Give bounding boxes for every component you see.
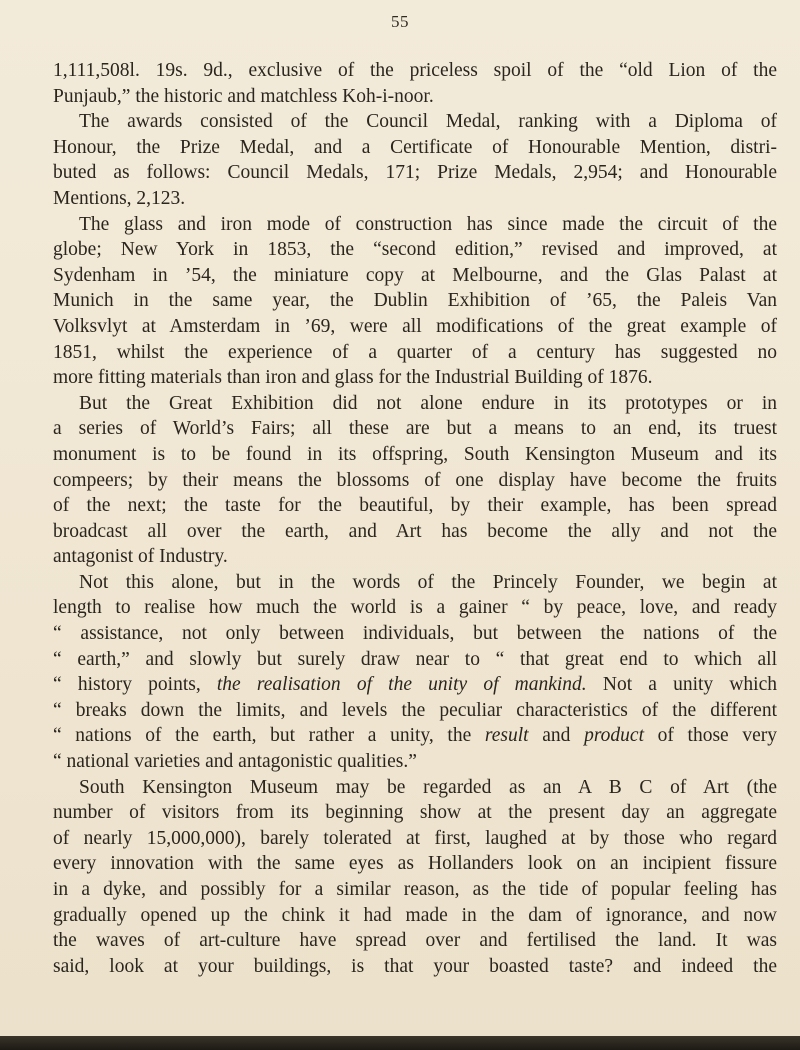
text-line: gradually opened up the chink it had made in the dam of ignorance, and now [53, 904, 777, 926]
text-line: the waves of art-culture have spread over and fertilised the land. It was [53, 930, 777, 952]
text-line: of the next; the taste for the beautiful, by their example, has been spread [53, 495, 777, 517]
text-line: buted as follows: Council Medals, 171; Prize Medals, 2,954; and Honourable [53, 162, 777, 184]
text-line: The awards consisted of the Council Medal, ranking with a Diploma of [79, 111, 777, 133]
page-bottom-edge [0, 1036, 800, 1050]
text-line: Not this alone, but in the words of the Princely Founder, we begin at [79, 571, 777, 593]
text-line: “ earth,” and slowly but surely draw near to “ that great end to which all [53, 648, 777, 670]
text-line: “ assistance, not only between individuals, but between the nations of the [53, 623, 777, 645]
text-line: compeers; by their means the blossoms of one display have become the fruits [53, 469, 777, 491]
text-line: 1851, whilst the experience of a quarter of a century has suggested no [53, 341, 777, 363]
text-line: of nearly 15,000,000), barely tolerated at first, laughed at by those who regard [53, 827, 777, 849]
text-line: Honour, the Prize Medal, and a Certificate of Honourable Mention, distri- [53, 136, 777, 158]
text-line: “ nations of the earth, but rather a unity, the result and product of those very [53, 725, 778, 747]
text-line: every innovation with the same eyes as Hollanders look on an incipient fissure [53, 853, 777, 875]
text-line: Volksvlyt at Amsterdam in ’69, were all modifications of the great example of [53, 315, 777, 337]
text-line: Punjaub,” the historic and matchless Koh-i-noor. [53, 85, 434, 107]
text-line: broadcast all over the earth, and Art has become the ally and not the [53, 520, 777, 542]
text-line: a series of World’s Fairs; all these are but a means to an end, its truest [53, 418, 777, 440]
text-line: antagonist of Industry. [53, 546, 228, 568]
text-line: South Kensington Museum may be regarded as an A B C of Art (the [79, 776, 777, 798]
page-number: 55 [391, 12, 409, 31]
text-line: globe; New York in 1853, the “second edition,” revised and improved, at [53, 239, 777, 261]
text-line: Sydenham in ’54, the miniature copy at Melbourne, and the Glas Palast at [53, 264, 777, 286]
text-line: number of visitors from its beginning show at the present day an aggregate [53, 802, 777, 824]
text-line: Mentions, 2,123. [53, 187, 186, 209]
text-line: The glass and iron mode of construction has since made the circuit of the [79, 213, 777, 235]
text-line: in a dyke, and possibly for a similar reason, as the tide of popular feeling has [53, 879, 777, 900]
text-line: “ national varieties and antagonistic qualities.” [53, 751, 417, 773]
text-line: Munich in the same year, the Dublin Exhibition of ’65, the Paleis Van [53, 290, 777, 312]
text-line: “ history points, the realisation of the unity of mankind. Not a unity which [53, 674, 778, 696]
text-line: 1,111,508l. 19s. 9d., exclusive of the priceless spoil of the “old Lion of the [53, 60, 777, 81]
text-line: said, look at your buildings, is that your boasted taste? and indeed the [53, 955, 777, 977]
text-line: more fitting materials than iron and glass for the Industrial Building of 1876. [53, 367, 653, 389]
body-text [53, 58, 777, 979]
text-line: “ breaks down the limits, and levels the peculiar characteristics of the different [53, 699, 777, 721]
text-line: length to realise how much the world is a gainer “ by peace, love, and ready [53, 597, 777, 619]
text-line: But the Great Exhibition did not alone endure in its prototypes or in [79, 392, 777, 414]
text-line: monument is to be found in its offspring, South Kensington Museum and its [53, 443, 777, 465]
